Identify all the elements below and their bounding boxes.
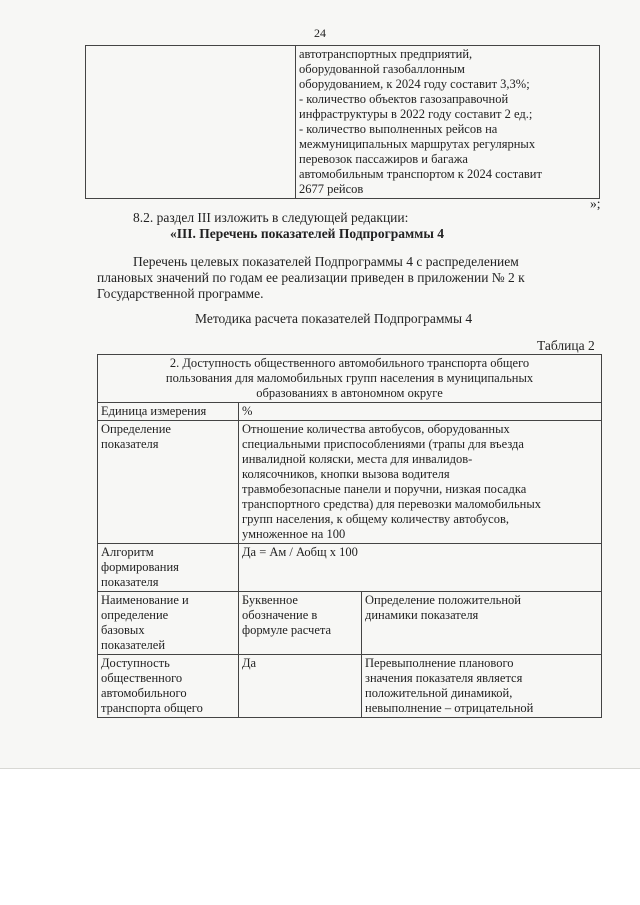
text-line: показателя: [101, 437, 159, 451]
text-line: Определение положительной: [365, 593, 521, 607]
text-line: положительной динамикой,: [365, 686, 513, 700]
text-line: - количество выполненных рейсов на: [299, 122, 498, 136]
text-line: транспортного средства) для перевозки маломобильных: [242, 497, 542, 511]
algorithm-formula: Да = Ам / Аобщ х 100: [239, 544, 602, 592]
unit-label: Единица измерения: [98, 403, 239, 421]
text-line: значения показателя является: [365, 671, 523, 685]
paragraph-line: Перечень целевых показателей Подпрограммы 4 с распределением: [133, 254, 519, 269]
row-positive-dynamics: [362, 655, 602, 718]
text-line: оборудованной газобаллонным: [299, 62, 465, 76]
text-line: групп населения, к общему количеству автобусов,: [242, 512, 509, 526]
empty-cell: [86, 46, 296, 199]
text-line: обозначение в: [242, 608, 318, 622]
text-line: Перевыполнение планового: [365, 656, 514, 670]
definition-label: [98, 421, 239, 544]
header-letter-symbol: [239, 592, 362, 655]
text-line: травмобезопасные панели и поручни, низкая посадка: [242, 482, 527, 496]
text-line: базовых: [101, 623, 145, 637]
text-line: динамики показателя: [365, 608, 479, 622]
indicator-title: [98, 355, 602, 403]
paragraph-line: Государственной программе.: [97, 286, 264, 301]
text-line: транспорта общего: [101, 701, 203, 715]
text-line: невыполнение – отрицательной: [365, 701, 534, 715]
unit-value: %: [239, 403, 602, 421]
text-line: инфраструктуры в 2022 году составит 2 ед.;: [299, 107, 533, 121]
header-base-indicators: [98, 592, 239, 655]
closing-quote: »;: [590, 196, 601, 211]
text-line: 2. Доступность общественного автомобильного транспорта общего: [169, 356, 530, 370]
text-line: автомобильного: [101, 686, 187, 700]
text-line: колясочников, кнопки вызова водителя: [242, 467, 450, 481]
text-line: формирования: [101, 560, 179, 574]
previous-table-fragment: [85, 45, 600, 199]
text-line: формуле расчета: [242, 623, 332, 637]
text-line: умноженное на 100: [242, 527, 346, 541]
text-line: Отношение количества автобусов, оборудованных: [242, 422, 510, 436]
text-line: показателя: [101, 575, 159, 589]
row-letter-symbol: Да: [239, 655, 362, 718]
section-line: 8.2. раздел III изложить в следующей редакции:: [133, 210, 409, 225]
method-title: Методика расчета показателей Подпрограммы 4: [195, 311, 473, 326]
text-line: автомобильным транспортом к 2024 составит: [299, 167, 542, 181]
text-line: межмуниципальных маршрутах регулярных: [299, 137, 536, 151]
text-line: оборудованием, к 2024 году составит 3,3%;: [299, 77, 530, 91]
table-caption: Таблица 2: [537, 338, 595, 353]
text-line: Доступность: [101, 656, 170, 670]
text-line: определение: [101, 608, 169, 622]
text-line: перевозок пассажиров и багажа: [299, 152, 468, 166]
row-indicator-name: [98, 655, 239, 718]
section-heading: «III. Перечень показателей Подпрограммы 4: [170, 226, 445, 241]
text-line: общественного: [101, 671, 183, 685]
text-line: Определение: [101, 422, 171, 436]
text-line: пользования для маломобильных групп населения в муниципальных: [165, 371, 534, 385]
definition-value: [239, 421, 602, 544]
text-line: Алгоритм: [101, 545, 154, 559]
header-positive-dynamics: [362, 592, 602, 655]
text-line: инвалидной коляски, места для инвалидов-: [242, 452, 473, 466]
text-line: 2677 рейсов: [299, 182, 364, 196]
targets-cell: [296, 46, 600, 199]
text-line: показателей: [101, 638, 166, 652]
text-line: образованиях в автономном округе: [256, 386, 443, 400]
text-line: - количество объектов газозаправочной: [299, 92, 509, 106]
paragraph-line: плановых значений по годам ее реализации приведен в приложении № 2 к: [97, 270, 525, 285]
text-line: автотранспортных предприятий,: [299, 47, 473, 61]
algorithm-label: [98, 544, 239, 592]
page-number: 24: [314, 26, 326, 40]
text-line: Буквенное: [242, 593, 298, 607]
text-line: специальными приспособлениями (трапы для въезда: [242, 437, 524, 451]
text-line: Наименование и: [101, 593, 189, 607]
indicator-table: [97, 354, 602, 718]
